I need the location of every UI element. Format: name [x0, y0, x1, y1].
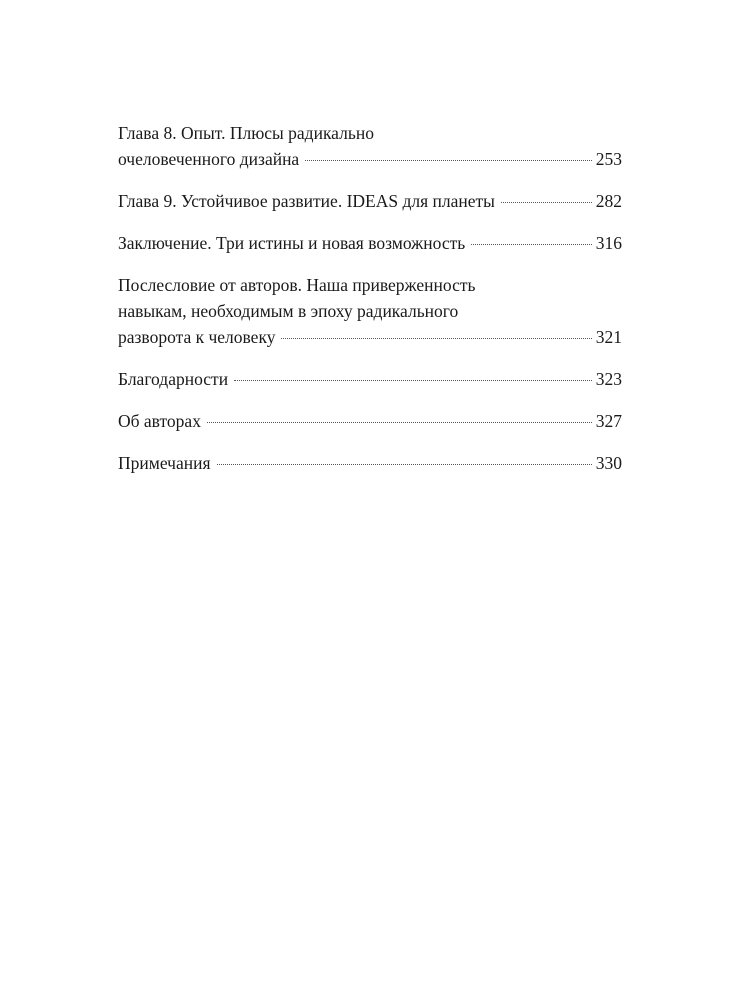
- toc-entry-title-line: разворота к человеку: [118, 327, 276, 347]
- toc-entry-chapter-9[interactable]: [118, 188, 622, 214]
- dot-leader: [207, 422, 592, 423]
- toc-entry-title-line: Примечания: [118, 453, 211, 473]
- toc-page-number: 327: [595, 411, 622, 431]
- toc-page-number: 253: [595, 149, 622, 169]
- toc-page-number: 316: [595, 233, 622, 253]
- dot-leader: [234, 380, 592, 381]
- toc-page-number: 323: [595, 369, 622, 389]
- toc-entry-conclusion[interactable]: [118, 230, 622, 256]
- toc-entry-chapter-8[interactable]: [118, 120, 622, 172]
- toc-entry-title-line: Заключение. Три истины и новая возможность: [118, 233, 466, 253]
- toc-entry-notes[interactable]: [118, 450, 622, 476]
- toc-entry-acknowledgements[interactable]: [118, 366, 622, 392]
- toc-entry-title-line: Глава 9. Устойчивое развитие. IDEAS для планеты: [118, 191, 495, 211]
- toc-entry-title-line: очеловеченного дизайна: [118, 149, 300, 169]
- toc-page-number: 321: [595, 327, 622, 347]
- toc-page-number: 282: [595, 191, 622, 211]
- dot-leader: [305, 160, 592, 161]
- toc-page-number: 330: [595, 453, 622, 473]
- dot-leader: [281, 338, 591, 339]
- dot-leader: [471, 244, 592, 245]
- toc-entry-title-line: Об авторах: [118, 411, 201, 431]
- dot-leader: [217, 464, 592, 465]
- dot-leader: [501, 202, 592, 203]
- toc-entry-title-line: Послесловие от авторов. Наша приверженность: [118, 275, 476, 295]
- table-of-contents: [118, 120, 622, 492]
- toc-entry-title-line: навыкам, необходимым в эпоху радикального: [118, 301, 459, 321]
- toc-entry-title-line: Глава 8. Опыт. Плюсы радикально: [118, 123, 374, 143]
- toc-entry-about-authors[interactable]: [118, 408, 622, 434]
- toc-entry-title-line: Благодарности: [118, 369, 229, 389]
- toc-entry-afterword[interactable]: [118, 272, 622, 350]
